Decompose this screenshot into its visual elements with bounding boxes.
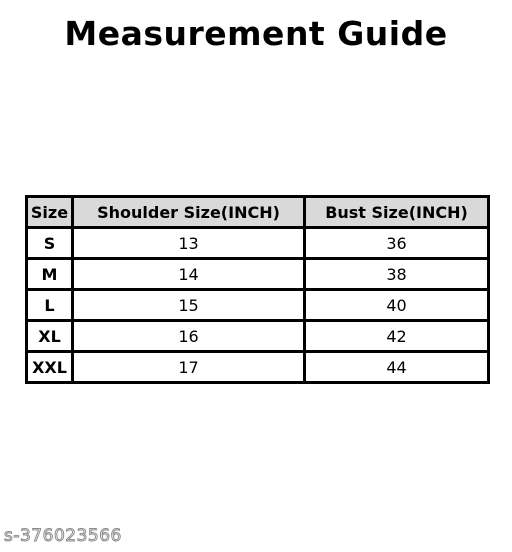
header-size: Size bbox=[27, 197, 73, 228]
shoulder-cell: 17 bbox=[73, 352, 305, 383]
table-row bbox=[27, 290, 489, 321]
table-row bbox=[27, 228, 489, 259]
bust-cell: 40 bbox=[305, 290, 489, 321]
header-shoulder-size: Shoulder Size(INCH) bbox=[73, 197, 305, 228]
table-row bbox=[27, 259, 489, 290]
header-bust-size: Bust Size(INCH) bbox=[305, 197, 489, 228]
size-cell: XL bbox=[27, 321, 73, 352]
shoulder-cell: 16 bbox=[73, 321, 305, 352]
size-cell: XXL bbox=[27, 352, 73, 383]
bust-cell: 36 bbox=[305, 228, 489, 259]
size-cell: M bbox=[27, 259, 73, 290]
size-cell: L bbox=[27, 290, 73, 321]
bust-cell: 44 bbox=[305, 352, 489, 383]
watermark-text: s-376023566 bbox=[4, 526, 122, 546]
bust-cell: 38 bbox=[305, 259, 489, 290]
table-row bbox=[27, 321, 489, 352]
shoulder-cell: 13 bbox=[73, 228, 305, 259]
measurement-table bbox=[25, 195, 490, 384]
bust-cell: 42 bbox=[305, 321, 489, 352]
shoulder-cell: 15 bbox=[73, 290, 305, 321]
page-title: Measurement Guide bbox=[64, 14, 448, 53]
shoulder-cell: 14 bbox=[73, 259, 305, 290]
size-cell: S bbox=[27, 228, 73, 259]
table-header-row bbox=[27, 197, 489, 228]
table-row bbox=[27, 352, 489, 383]
